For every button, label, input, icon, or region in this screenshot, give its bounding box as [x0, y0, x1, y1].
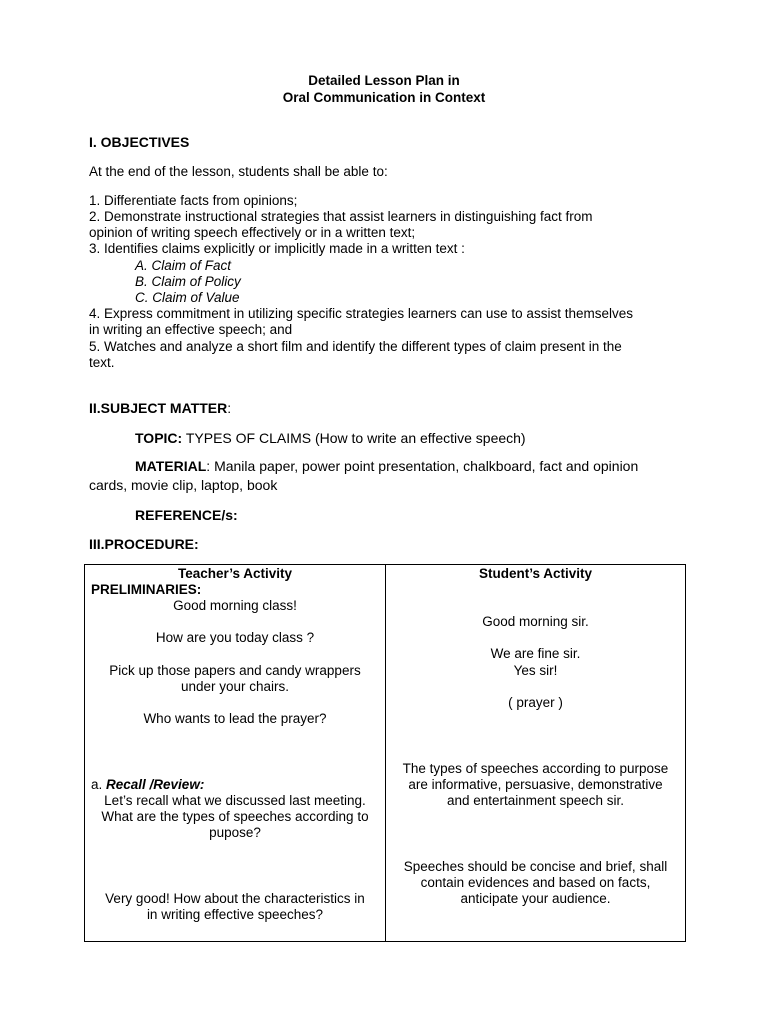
- material-value-continued: cards, movie clip, laptop, book: [89, 477, 278, 493]
- objectives-heading: I. OBJECTIVES: [89, 134, 190, 150]
- objective-line: 4. Express commitment in utilizing specific strategies learners can use to assist themselves: [89, 306, 633, 321]
- recall-title: Recall /Review:: [106, 777, 205, 792]
- student-line: and entertainment speech sir.: [446, 793, 625, 808]
- claim-item: B. Claim of Policy: [135, 274, 241, 289]
- subject-matter-title: II.SUBJECT MATTER: [89, 400, 228, 416]
- objectives-intro: At the end of the lesson, students shall be able to:: [89, 164, 388, 179]
- objective-line: opinion of writing speech effectively or in a written text;: [89, 225, 416, 240]
- teacher-line: How are you today class ?: [155, 630, 315, 645]
- student-line: The types of speeches according to purpose: [402, 761, 669, 776]
- teacher-line: Who wants to lead the prayer?: [143, 711, 327, 726]
- procedure-heading: III.PROCEDURE:: [89, 536, 199, 552]
- topic-label: TOPIC:: [135, 430, 183, 446]
- material-value: : Manila paper, power point presentation, chalkboard, fact and opinion: [206, 458, 639, 474]
- student-activity-column: [386, 565, 686, 942]
- teacher-line: What are the types of speeches according to: [101, 809, 369, 824]
- topic-value: TYPES OF CLAIMS (How to write an effective speech): [182, 430, 526, 446]
- student-line: We are fine sir.: [490, 646, 581, 661]
- claim-item: C. Claim of Value: [135, 290, 240, 305]
- student-line: ( prayer ): [508, 695, 563, 710]
- recall-prefix: a.: [91, 777, 107, 792]
- student-line: are informative, persuasive, demonstrative: [408, 777, 663, 792]
- teacher-activity-header: Teacher’s Activity: [177, 566, 293, 581]
- preliminaries-label: PRELIMINARIES:: [91, 582, 202, 597]
- teacher-line: Good morning class!: [173, 598, 297, 613]
- student-line: anticipate your audience.: [460, 891, 611, 906]
- topic-line: [135, 430, 526, 446]
- material-line: [135, 458, 638, 474]
- reference-label: REFERENCE/s:: [135, 507, 238, 523]
- claim-item: A. Claim of Fact: [135, 258, 232, 273]
- subject-matter-colon: :: [227, 400, 232, 416]
- student-line: Yes sir!: [513, 663, 558, 678]
- recall-review-label: [91, 777, 204, 793]
- objective-line: text.: [89, 355, 115, 370]
- document-title-line1: Detailed Lesson Plan in: [308, 73, 460, 88]
- objective-line: 2. Demonstrate instructional strategies that assist learners in distinguishing fact from: [89, 209, 593, 224]
- material-label: MATERIAL: [135, 458, 207, 474]
- teacher-activity-column: [85, 565, 386, 942]
- student-line: contain evidences and based on facts,: [420, 875, 651, 890]
- student-line: Good morning sir.: [482, 614, 589, 629]
- teacher-line: Pick up those papers and candy wrappers: [109, 663, 361, 678]
- objective-line: 5. Watches and analyze a short film and identify the different types of claim present in the: [89, 339, 622, 354]
- objective-line: 1. Differentiate facts from opinions;: [89, 193, 298, 208]
- subject-matter-heading: [89, 400, 231, 416]
- teacher-line: pupose?: [209, 825, 261, 840]
- student-activity-header: Student’s Activity: [478, 566, 593, 581]
- document-title-line2: Oral Communication in Context: [282, 90, 486, 105]
- procedure-table: [84, 564, 686, 942]
- teacher-line: in writing effective speeches?: [146, 907, 324, 922]
- student-line: Speeches should be concise and brief, shall: [403, 859, 668, 874]
- teacher-line: under your chairs.: [180, 679, 290, 694]
- objective-line: in writing an effective speech; and: [89, 322, 293, 337]
- objective-line: 3. Identifies claims explicitly or implicitly made in a written text :: [89, 241, 465, 256]
- teacher-line: Very good! How about the characteristics in: [105, 891, 365, 906]
- teacher-line: Let’s recall what we discussed last meeting.: [104, 793, 366, 808]
